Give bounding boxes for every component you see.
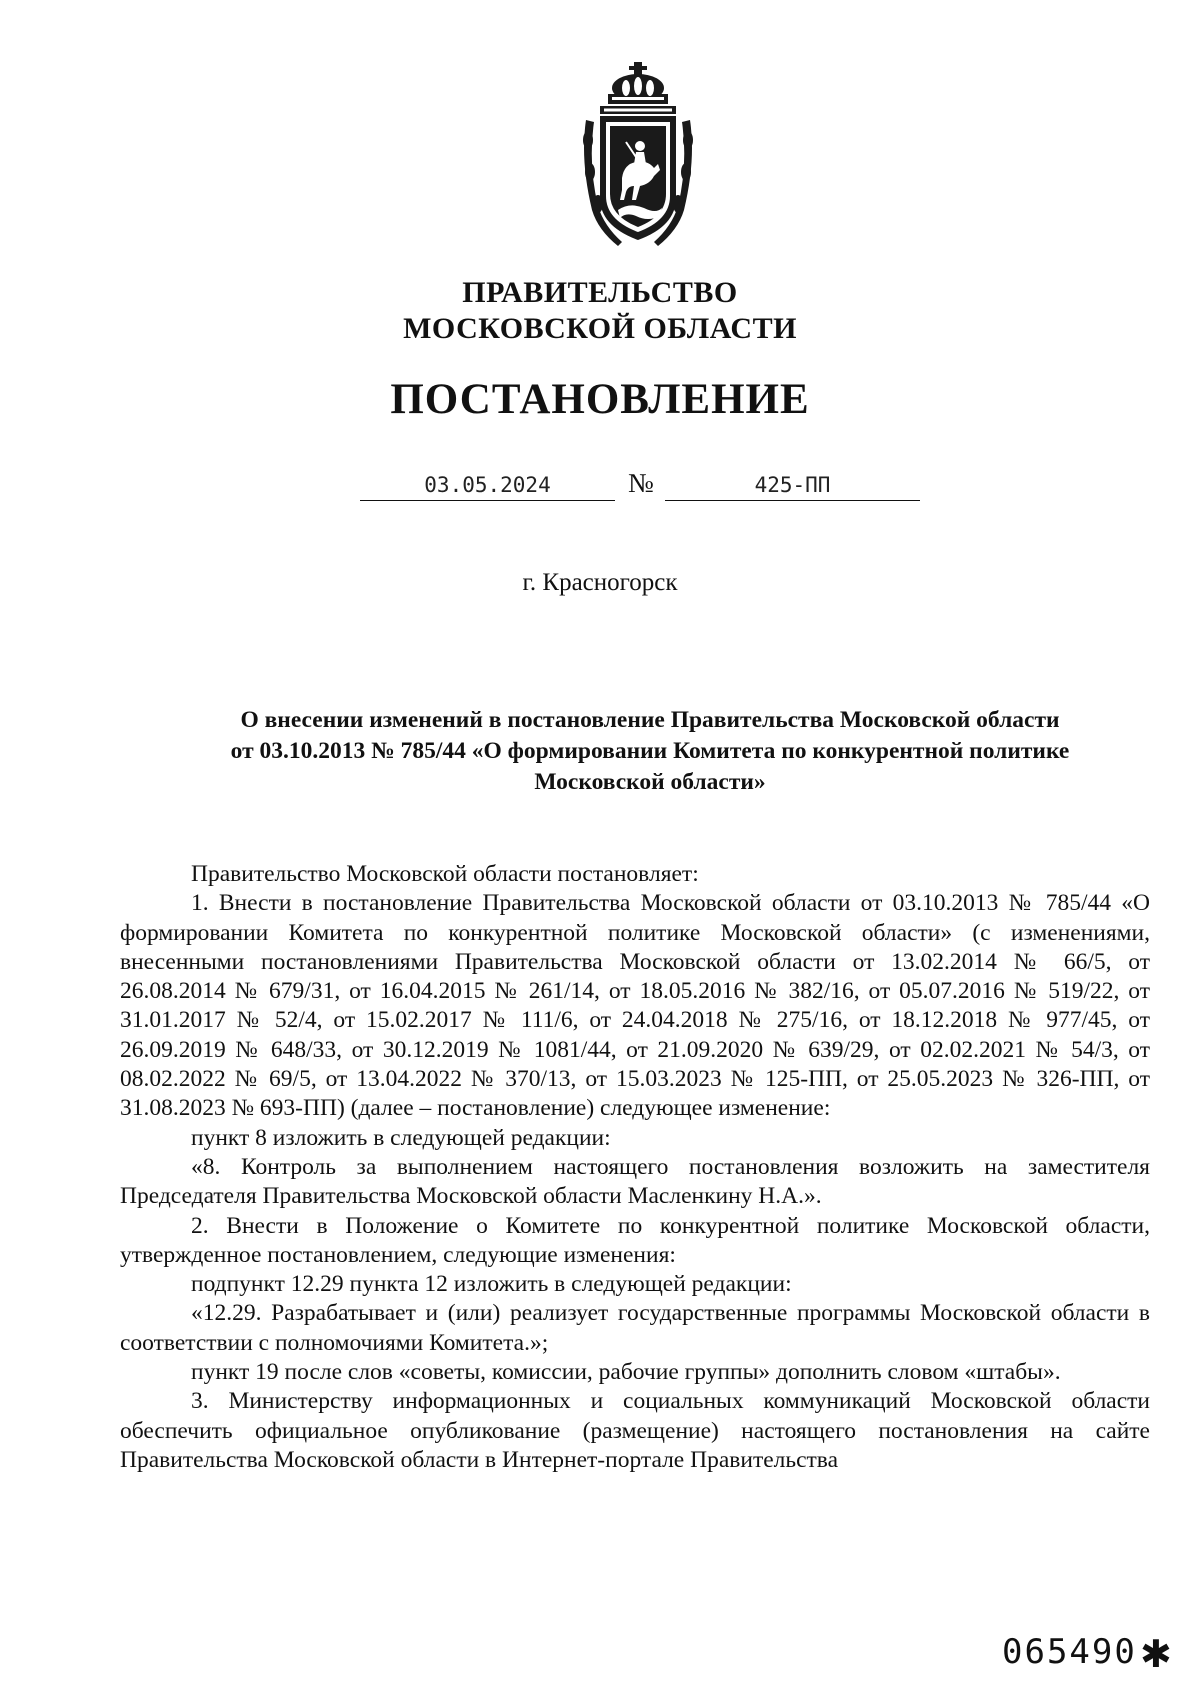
subject-line: от 03.10.2013 № 785/44 «О формировании Комитета по конкурентной политике (230, 738, 1070, 764)
paragraph: «8. Контроль за выполнением настоящего постановления возложить на заместителя Председателя Правительства Московской области Масленкину Н.А.». (120, 1153, 1150, 1210)
paragraph: пункт 8 изложить в следующей редакции: (191, 1124, 611, 1151)
paragraph: 2. Внести в Положение о Комитете по конкурентной политике Московской области, утвержденное постановлением, следующие изменения: (120, 1212, 1150, 1268)
paragraph: 3. Министерству информационных и социальных коммуникаций Московской области обеспечить официальное опубликование (размещение) настоящего постановления на сайте Правительства Московской области в Интернет-портале Правительства (120, 1388, 1150, 1473)
number-sign: № (628, 468, 654, 498)
paragraph: 1. Внести в постановление Правительства Московской области от 03.10.2013 № 785/44 «О формировании Комитета по конкурентной политике Московской области» (с изменениями, внесенными постановлениями Правительства Московской области от 13.02.2014 № 66/5, от 26.08.2014 № 679/31, от 16.04.2015 № 261/14, от 18.05.2016 № 382/16, от 05.07.2016 № 519/22, от 31.01.2017 № 52/4, от 15.02.2017 № 111/6, от 24.04.2018 № 275/16, от 18.12.2018 № 977/45, от 26.09.2019 № 648/33, от 30.12.2019 № 1081/44, от 21.09.2020 № 639/29, от 02.02.2021 № 54/3, от 08.02.2022 № 69/5, от 13.04.2022 № 370/13, от 15.03.2023 № 125-ПП, от 25.05.2023 № 326-ПП, от 31.08.2023 № 693-ПП) (далее – постановление) следующее изменение: (120, 890, 1150, 1122)
paragraph: пункт 19 после слов «советы, комиссии, рабочие группы» дополнить словом «штабы». (191, 1359, 1061, 1386)
registration-number: 425-ПП (665, 470, 920, 501)
city-line: г. Красногорск (522, 569, 678, 596)
government-title-line1: ПРАВИТЕЛЬСТВО (462, 276, 738, 309)
government-title-line2: МОСКОВСКОЙ ОБЛАСТИ (403, 312, 797, 345)
registration-line (360, 470, 920, 510)
paragraph: подпункт 12.29 пункта 12 изложить в следующей редакции: (191, 1271, 792, 1298)
moscow-oblast-coat-of-arms-icon (578, 60, 698, 255)
serial-number-stamp: 065490 (1002, 1632, 1137, 1672)
subject-line: О внесении изменений в постановление Правительства Московской области (240, 707, 1060, 733)
document-body (120, 860, 1150, 1475)
registration-date: 03.05.2024 (360, 470, 615, 501)
asterisk-mark: ✱ (1140, 1632, 1172, 1676)
paragraph: «12.29. Разрабатывает и (или) реализует государственные программы Московской области в соответствии с полномочиями Комитета.»; (120, 1300, 1150, 1356)
subject-line: Московской области» (534, 769, 766, 795)
document-subject (120, 705, 1180, 798)
paragraph: Правительство Московской области постановляет: (191, 861, 699, 887)
document-type: ПОСТАНОВЛЕНИЕ (390, 376, 810, 423)
